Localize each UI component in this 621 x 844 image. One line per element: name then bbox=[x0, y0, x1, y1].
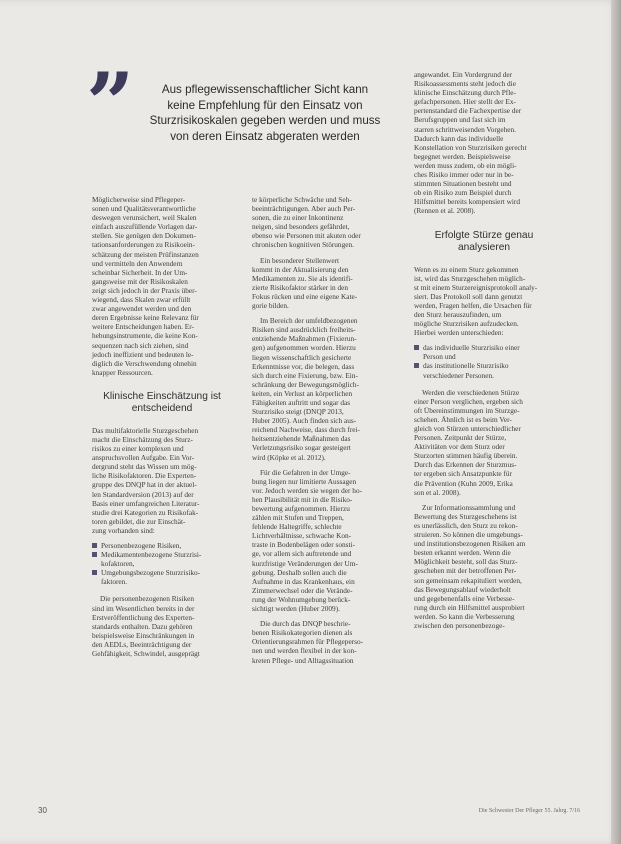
body-paragraph: Die durch das DNQP beschrie- benen Risikokategorien dienen als Orientierungsrahmen für Pflegeperso- nen und werden flexibel in der kon- kreten Pflege- und Alltagssituation bbox=[252, 619, 364, 665]
page-number: 30 bbox=[38, 806, 47, 815]
list-item: das individuelle Sturzrisiko einer Person und bbox=[414, 343, 554, 361]
list-item: das institutionelle Sturzrisiko verschiedener Personen. bbox=[414, 361, 554, 379]
body-paragraph: Im Bereich der umfeldbezogenen Risiken sind ausdrücklich freiheits- entziehende Maßnahmen (Fixierun- gen) aufgenommen worden. Hierzu liegen wissenschaftlich gesicherte Erkenntnisse vor, die belegen, dass sich durch eine Fixierung, bzw. Ein- schränkung der Bewegungsmöglich- keiten, ein Verlust an körperlichen Fähigkeiten auftritt und sogar das Sturzrisiko steigt (DNQP 2013, Huber 2005). Auch finden sich aus- reichend Nachweise, dass durch frei- heitsentziehende Maßnahmen das Verletzungsrisiko sogar gesteigert wird (Köpke et al. 2012). bbox=[252, 316, 360, 462]
bullet-list bbox=[92, 541, 232, 586]
pull-quote-line: Aus pflegewissenschaftlicher Sicht kann bbox=[161, 83, 369, 96]
body-paragraph: Möglicherweise sind Pflegeper- sonen und Qualitätsverantwortliche deswegen verunsichert, weil Skalen einfach auszufüllende Vorlagen dar- stellen. Sie genügen den Dokumen- tationsanforderungen zu Risikoein- schätzung der meisten Prüfinstanzen und vermitteln den Anwendern scheinbar Sicherheit. In der Um- gangsweise mit der Risikoskalen zeigt sich jedoch in der Praxis über- wiegend, dass Skalen zwar erfüllt zwar angewendet werden und den deren Ergebnisse keine Relevanz für weitere Entscheidungen haben. Er- hebungsinstrumente, die keine Kon- sequenzen nach sich ziehen, sind jedoch ineffizient und bedeuten le- diglich die Verschwendung ohnehin knapper Ressourcen. bbox=[92, 195, 199, 377]
body-paragraph: Wenn es zu einem Sturz gekommen ist, wird das Sturzgeschehen möglich- st mit einem Sturzereignisprotokoll analy- siert. Das Protokoll soll dann genutzt werden, Fragen helfen, die Ursachen für den Sturz herauszufinden, um mögliche Sturzrisiken aufzudecken. Hierbei werden unterschieden: bbox=[414, 264, 538, 338]
body-paragraph: te körperliche Schwäche und Seh- beeinträchtigungen. Aber auch Per- sonen, die zu einer Inkontinenz neigen, sind besonders gefährdet, ebenso wie Personen mit akuten oder chronischen kognitiven Störungen. bbox=[252, 195, 361, 250]
body-paragraph: Die personenbezogenen Risiken sind im Wesentlichen bereits in der Erstveröffentlichung des Experten- standards enthalten. Dazu gehören beispielsweise Einschränkungen in den AEDLs, Beeinträchtigung der Gehfähigkeit, Schwindel, ausgeprägt bbox=[92, 594, 200, 659]
pull-quote-line: keine Empfehlung für den Einsatz von bbox=[167, 98, 363, 112]
section-heading: Erfolgte Stürze genau analysieren bbox=[434, 229, 534, 253]
page-gutter-shadow bbox=[611, 0, 621, 844]
body-paragraph: Für die Gefahren in der Umge- bung liegen nur limitierte Aussagen vor. Jedoch werden sie wegen der ho- hen Plausibilität mit in die Risiko- bewertung aufgenommen. Hierzu zählen mit Stufen und Treppen, fehlende Haltegriffe, schlechte Lichtverhältnisse, schwache Kon- traste in Bodenbelägen oder sonsti- ge, vor allem sich auftretende und kurzfristige Veränderungen der Um- gebung. Deshalb sollen auch die Aufnahme in das Krankenhaus, ein Zimmerwechsel oder die Verände- rung der Wohnumgebung berück- sichtigt werden (Huber 2009). bbox=[252, 467, 363, 614]
body-paragraph: Ein besonderer Stellenwert kommt in der Aktualisierung den Medikamenten zu. Sie als identifi- zierte Risikofaktor stärker in den Fokus rücken und eine eigene Kate- gorie bilden. bbox=[252, 255, 358, 311]
text-column-2 bbox=[252, 195, 392, 671]
body-paragraph: Das multifaktorielle Sturzgeschehen macht die Einschätzung des Sturz- risikos zu einer komplexen und anspruchsvollen Aufgabe. Ein Vor- dergrund steht das Wissen um mög- liche Risikofaktoren. Die Experten- gruppe des DNQP hat in der aktuel- len Standardversion (2013) auf der Basis einer umfangreichen Literatur- studie drei Kategorien zu Risikofak- toren gebildet, die zur Einschät- zung vorhanden sind: bbox=[92, 425, 200, 535]
list-item: Umgebungsbezogene Sturzrisiko- faktoren. bbox=[92, 568, 232, 586]
body-paragraph: angewandet. Ein Vordergrund der Risikoassessments steht jedoch die klinische Einschätzung durch Pfle- gefachpersonen. Hier stellt der Ex- pertenstandard die Fachexpertise der Berufsgruppen und fast sich im starren schrittweisenden Vorgehen. Dadurch kann das individuelle Konstellation von Sturzrisiken gerecht begegnet werden. Beispielsweise werden muss zudem, ob ein mögli- ches Risiko immer oder nur in be- stimmten Situationen besteht und ob ein Risiko zum Beispiel durch Hilfsmittel bereits kompensiert wird (Rennen et al. 2008). bbox=[414, 70, 527, 216]
bullet-list bbox=[414, 343, 554, 379]
running-footer: Die Schwester Der Pfleger 55. Jahrg. 7/16 bbox=[478, 808, 580, 814]
quotation-mark-icon: ” bbox=[86, 54, 135, 153]
body-paragraph: Werden die verschiedenen Stürze einer Person verglichen, ergeben sich oft Übereinstimmungen im Sturzge- schehen. Ähnlich ist es beim Ver- gleich von Stürzen unterschiedlicher Personen. Zeitpunkt der Stürze, Aktivitäten vor dem Sturz oder Sturzorten stimmen häufig überein. Durch das Erkennen der Sturzmus- ter ergeben sich Ansatzpunkte für die Prävention (Kuhn 2009, Erika son et al. 2008). bbox=[414, 387, 523, 497]
list-item: Medikamentenbezogene Sturzrisi- kofaktoren, bbox=[92, 550, 232, 568]
list-item: Personenbezogene Risiken, bbox=[92, 541, 232, 550]
pull-quote bbox=[140, 82, 390, 144]
text-column-1 bbox=[92, 195, 232, 664]
section-heading: Klinische Einschätzung ist entscheidend bbox=[103, 390, 221, 415]
pull-quote-line: Sturzrisikoskalen gegeben werden und muss bbox=[149, 114, 381, 127]
pull-quote-line: von deren Einsatz abgeraten werden bbox=[170, 129, 360, 143]
body-paragraph: Zur Informationssammlung und Bewertung des Sturzgeschehens ist es unerlässlich, den Sturz zu rekon- struieren. So können die umgebungs- und institutionsbezogenen Risiken am besten erkannt werden. Wenn die Möglichkeit besteht, soll das Sturz- geschehen mit der betroffenen Per- son gemeinsam rekapituliert werden, das Bewegungsablauf wiederholt und gegebenenfalls eine Verbesse- rung durch ein Hilfsmittel ausprobiert werden. So kann die Verbesserung zwischen den personenbezoge- bbox=[414, 502, 526, 630]
text-column-3 bbox=[414, 70, 554, 636]
